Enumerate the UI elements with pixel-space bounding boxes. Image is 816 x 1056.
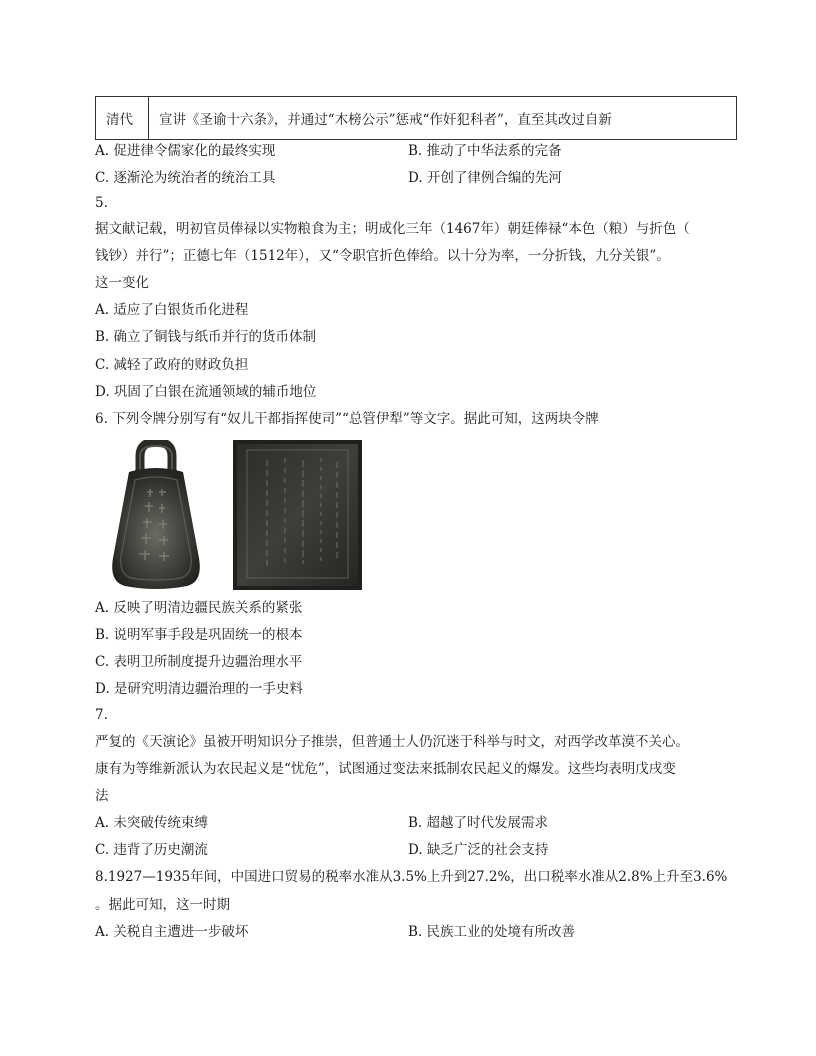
qing-dynasty-table [95, 96, 737, 140]
q6-option-d: D. 是研究明清边疆治理的一手史料 [95, 681, 303, 697]
q7-stem-line-1: 严复的《天演论》虽被开明知识分子推崇，但普通士人仍沉迷于科举与时文，对西学改革漠不关心。 [95, 734, 689, 750]
q7-number: 7. [95, 707, 108, 723]
q4-option-b: B. 推动了中华法系的完备 [408, 143, 562, 159]
q4-option-a: A. 促进律令儒家化的最终实现 [95, 143, 276, 159]
q5-option-a: A. 适应了白银货币化进程 [95, 302, 249, 318]
q6-option-c: C. 表明卫所制度提升边疆治理水平 [95, 654, 303, 670]
q8-stem-line-2: 。据此可知，这一时期 [95, 897, 230, 913]
table-content-cell: 宣讲《圣谕十六条》，并通过“木榜公示”惩戒“作奸犯科者”，直至其改过自新 [149, 97, 737, 140]
q4-option-c: C. 逐渐沦为统治者的统治工具 [95, 170, 276, 186]
table-era-cell: 清代 [96, 97, 149, 140]
q6-option-a: A. 反映了明清边疆民族关系的紧张 [95, 600, 303, 616]
q5-stem-line-3: 这一变化 [95, 275, 149, 291]
q5-number: 5. [95, 195, 108, 211]
q5-option-b: B. 确立了铜钱与纸币并行的货币体制 [95, 329, 317, 345]
q5-option-d: D. 巩固了白银在流通领域的辅币地位 [95, 384, 317, 400]
bell-token-image [95, 440, 217, 590]
q7-stem-line-2: 康有为等维新派认为农民起义是“忧危”，试图通过变法来抵制农民起义的爆发。这些均表明戊戌变 [95, 761, 676, 777]
q8-stem-line-1: 8.1927—1935年间，中国进口贸易的税率水准从3.5%上升到27.2%，出口税率水准从2.8%上升至3.6% [95, 869, 728, 885]
table-row [96, 97, 737, 140]
plaque-token-image [233, 440, 362, 590]
q8-option-a: A. 关税自主遭进一步破坏 [95, 924, 249, 940]
q7-stem-line-3: 法 [95, 788, 109, 804]
q7-option-a: A. 未突破传统束缚 [95, 815, 208, 831]
q7-option-d: D. 缺乏广泛的社会支持 [408, 842, 549, 858]
q5-stem-line-2: 钱钞）并行”；正德七年（1512年），又“令职官折色俸给。以十分为率，一分折钱，九分关银”。 [95, 248, 670, 264]
q5-stem-line-1: 据文献记载，明初官员俸禄以实物粮食为主；明成化三年（1467年）朝廷俸禄“本色（粮）与折色（ [95, 221, 690, 237]
q4-option-d: D. 开创了律例合编的先河 [408, 170, 562, 186]
q8-option-b: B. 民族工业的处境有所改善 [408, 924, 576, 940]
q7-option-b: B. 超越了时代发展需求 [408, 815, 549, 831]
q7-option-c: C. 违背了历史潮流 [95, 842, 208, 858]
q5-option-c: C. 减轻了政府的财政负担 [95, 357, 249, 373]
q6-option-b: B. 说明军事手段是巩固统一的根本 [95, 627, 303, 643]
q6-stem: 6. 下列令牌分别写有“奴儿干都指挥使司”“总管伊犁”等文字。据此可知，这两块令牌 [95, 411, 599, 427]
